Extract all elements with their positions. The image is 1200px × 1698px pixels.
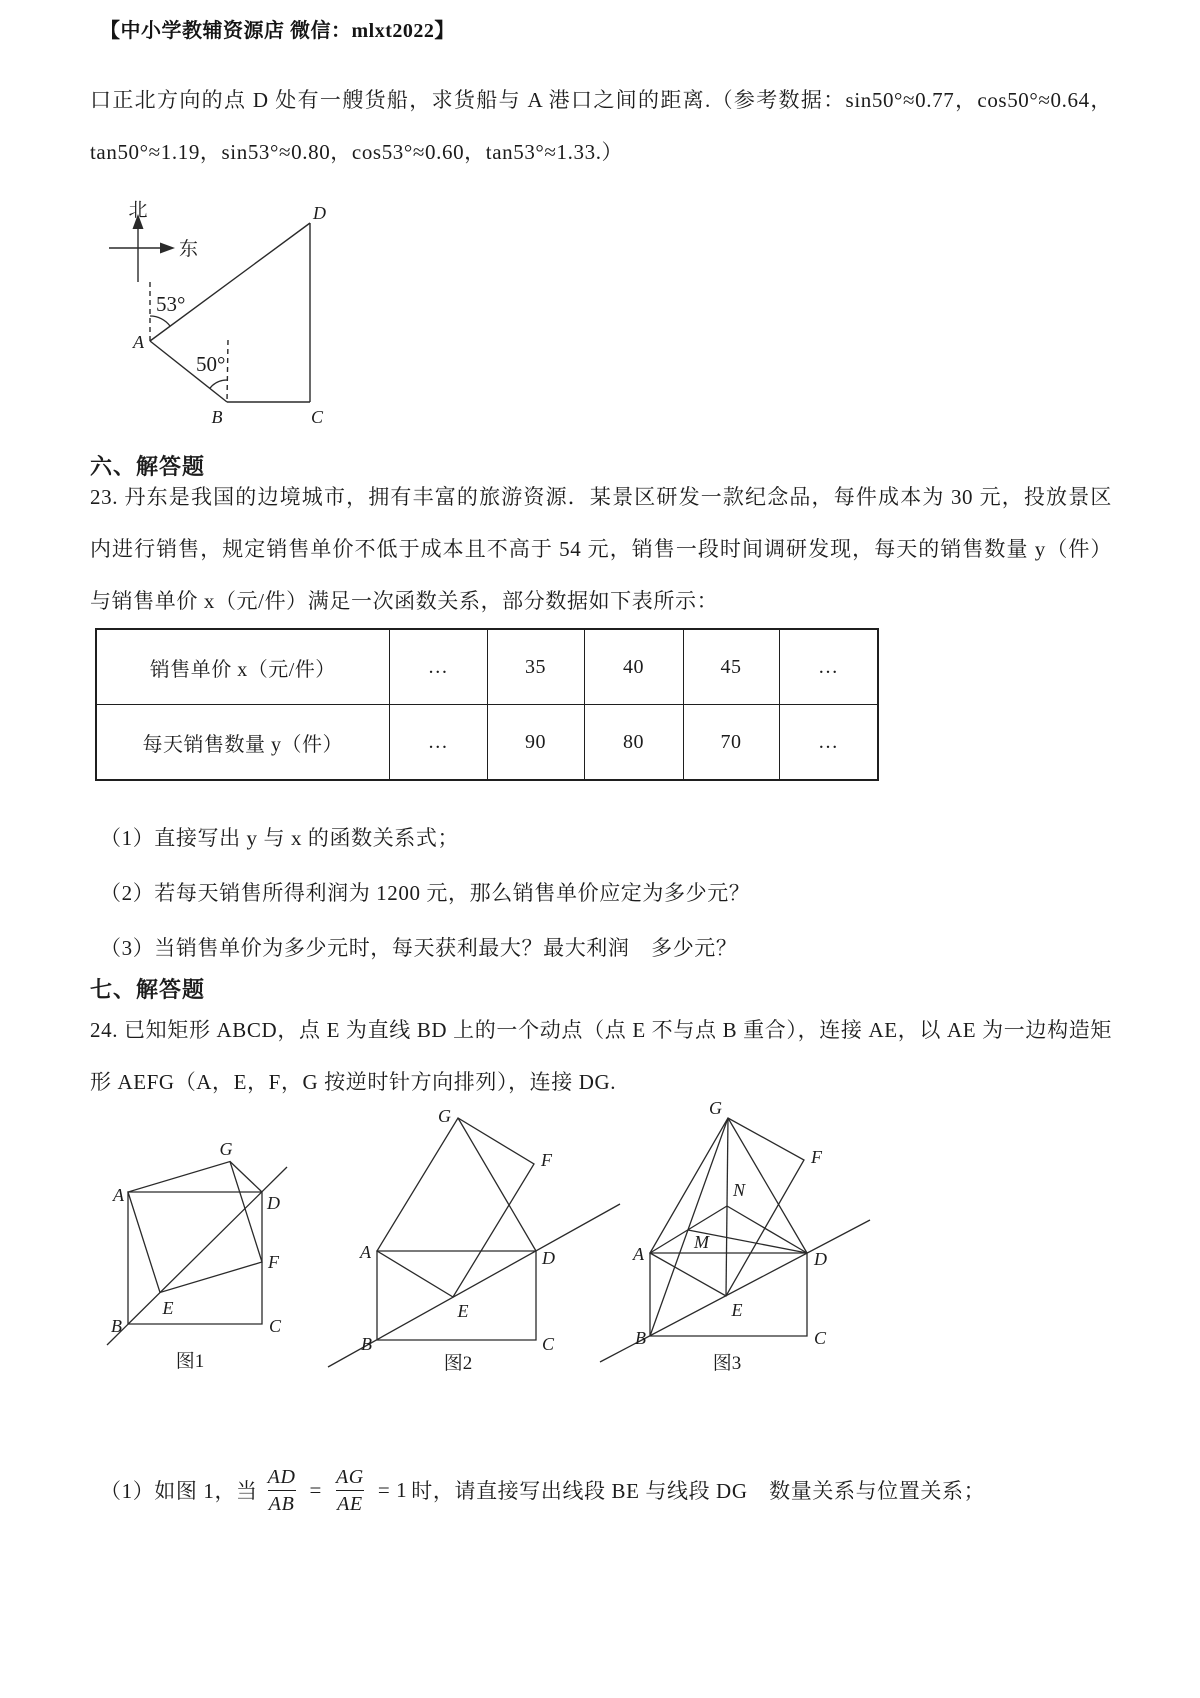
fig1-point-label-F: F [268,1252,279,1272]
fraction-denominator: AE [337,1492,363,1515]
figure-3-svg [590,1100,890,1375]
fraction-denominator: AB [268,1492,295,1515]
quantity-cell-3: 70 [683,705,779,781]
price-cell-0: … [389,629,487,705]
fig2-point-label-D: D [542,1248,555,1268]
fig2-point-label-G: G [438,1106,451,1126]
price-quantity-table [95,628,879,781]
figure-1 [95,1140,300,1380]
fraction-AG-AE [336,1464,364,1517]
problem-23-question-2: （2）若每天销售所得利润为 1200 元，那么销售单价应定为多少元？ [100,881,751,905]
fig2-segment-DG [458,1118,536,1251]
problem-22-line-2: tan50°≈1.19，sin53°≈0.80，cos53°≈0.60，tan53°≈1.33.） [90,140,624,164]
fig1-point-label-A: A [113,1185,124,1205]
table-row [96,629,878,705]
q24-equals-2: = 1 [377,1477,408,1502]
quantity-cell-2: 80 [584,705,683,781]
figure-3 [590,1100,890,1380]
fig3-segment-ND [727,1206,807,1253]
east-label: 东 [179,239,199,260]
fig3-point-label-C: C [814,1328,827,1348]
north-label: 北 [128,200,148,221]
data-table [95,628,879,781]
fig1-point-label-G: G [219,1140,233,1159]
fraction-AD-AB [268,1464,296,1517]
fig1-point-label-C: C [269,1316,282,1336]
fig1-point-label-B: B [111,1316,122,1336]
problem-24-line-2: 形 AEFG（A，E，F，G 按逆时针方向排列），连接 DG. [90,1070,617,1094]
fig3-point-label-A: A [633,1244,644,1264]
compass-east-arrow-icon [160,243,175,254]
figure-2-caption: 图2 [443,1353,473,1374]
problem-23-line-2: 内进行销售，规定销售单价不低于成本且不高于 54 元，销售一段时间调研发现，每天的销售数量 y（件） [90,537,1112,561]
price-cell-4: … [779,629,878,705]
problem-23-question-1: （1）直接写出 y 与 x 的函数关系式； [100,826,460,850]
problem-24-line-1: 24. 已知矩形 ABCD，点 E 为直线 BD 上的一个动点（点 E 不与点 B 重合），连接 AE，以 AE 为一边构造矩 [90,1018,1112,1042]
angle-arc-A [150,316,170,326]
quantity-cell-0: … [389,705,487,781]
fraction-numerator: AD [267,1465,296,1488]
problem-23-line-3: 与销售单价 x（元/件）满足一次函数关系，部分数据如下表所示： [90,589,719,613]
point-label-B: B [211,407,223,427]
price-cell-2: 40 [584,629,683,705]
fig2-point-label-C: C [542,1334,555,1354]
dashed-north-at-B [227,340,228,402]
watermark-header: 【中小学教辅资源店 微信：mlxt2022】 [100,20,455,42]
problem-24-question-1 [100,1448,1100,1532]
fig3-point-label-M: M [694,1232,709,1252]
fig1-rect-AEFG [128,1162,262,1293]
table-row [96,705,878,781]
row-label-price: 销售单价 x（元/件） [96,629,389,705]
bearing-diagram [95,180,340,435]
fig3-segment-GB [650,1118,728,1336]
fraction-numerator: AG [335,1465,364,1488]
angle-53-label: 53° [156,292,186,316]
fig3-point-label-F: F [811,1147,822,1167]
row-label-quantity: 每天销售数量 y（件） [96,705,389,781]
figure-1-svg [95,1140,300,1375]
point-label-A: A [133,332,144,352]
fig2-point-label-B: B [361,1334,372,1354]
figure-3-caption: 图3 [712,1353,742,1374]
q24-equals-1: = [309,1477,322,1502]
quantity-cell-4: … [779,705,878,781]
price-cell-1: 35 [487,629,584,705]
quantity-cell-1: 90 [487,705,584,781]
problem-22-line-1: 口正北方向的点 D 处有一艘货船，求货船与 A 港口之间的距离.（参考数据：sin50°≈0.77，cos50°≈0.64， [90,88,1112,112]
fig3-point-label-N: N [733,1180,746,1200]
fig3-point-label-D: D [814,1249,827,1269]
fig3-point-label-B: B [635,1328,646,1348]
q24-prefix: （1）如图 1，当 [100,1479,258,1503]
segment-AD [150,223,310,341]
fig2-point-label-F: F [541,1150,552,1170]
angle-50-label: 50° [196,352,226,376]
problem-23-question-3: （3）当销售单价为多少元时，每天获利最大？最大利润 多少元？ [100,936,738,960]
figure-1-caption: 图1 [175,1351,205,1372]
fig3-point-label-G: G [709,1100,722,1118]
fig1-point-label-E: E [162,1298,174,1318]
problem-23-line-1: 23. 丹东是我国的边境城市，拥有丰富的旅游资源．某景区研发一款纪念品，每件成本为 30 元，投放景区 [90,485,1112,509]
fig2-point-label-E: E [457,1301,469,1321]
point-label-D: D [313,203,326,223]
fig1-point-label-D: D [267,1193,280,1213]
fig3-point-label-E: E [731,1300,743,1320]
point-label-C: C [310,407,324,427]
price-cell-3: 45 [683,629,779,705]
bearing-diagram-svg [95,180,340,430]
fig2-point-label-A: A [360,1242,371,1262]
section-heading-6: 六、解答题 [90,454,206,479]
section-heading-7: 七、解答题 [90,977,206,1002]
angle-arc-B [210,380,227,388]
q24-suffix: 时，请直接写出线段 BE 与线段 DG 数量关系与位置关系； [411,1479,986,1503]
